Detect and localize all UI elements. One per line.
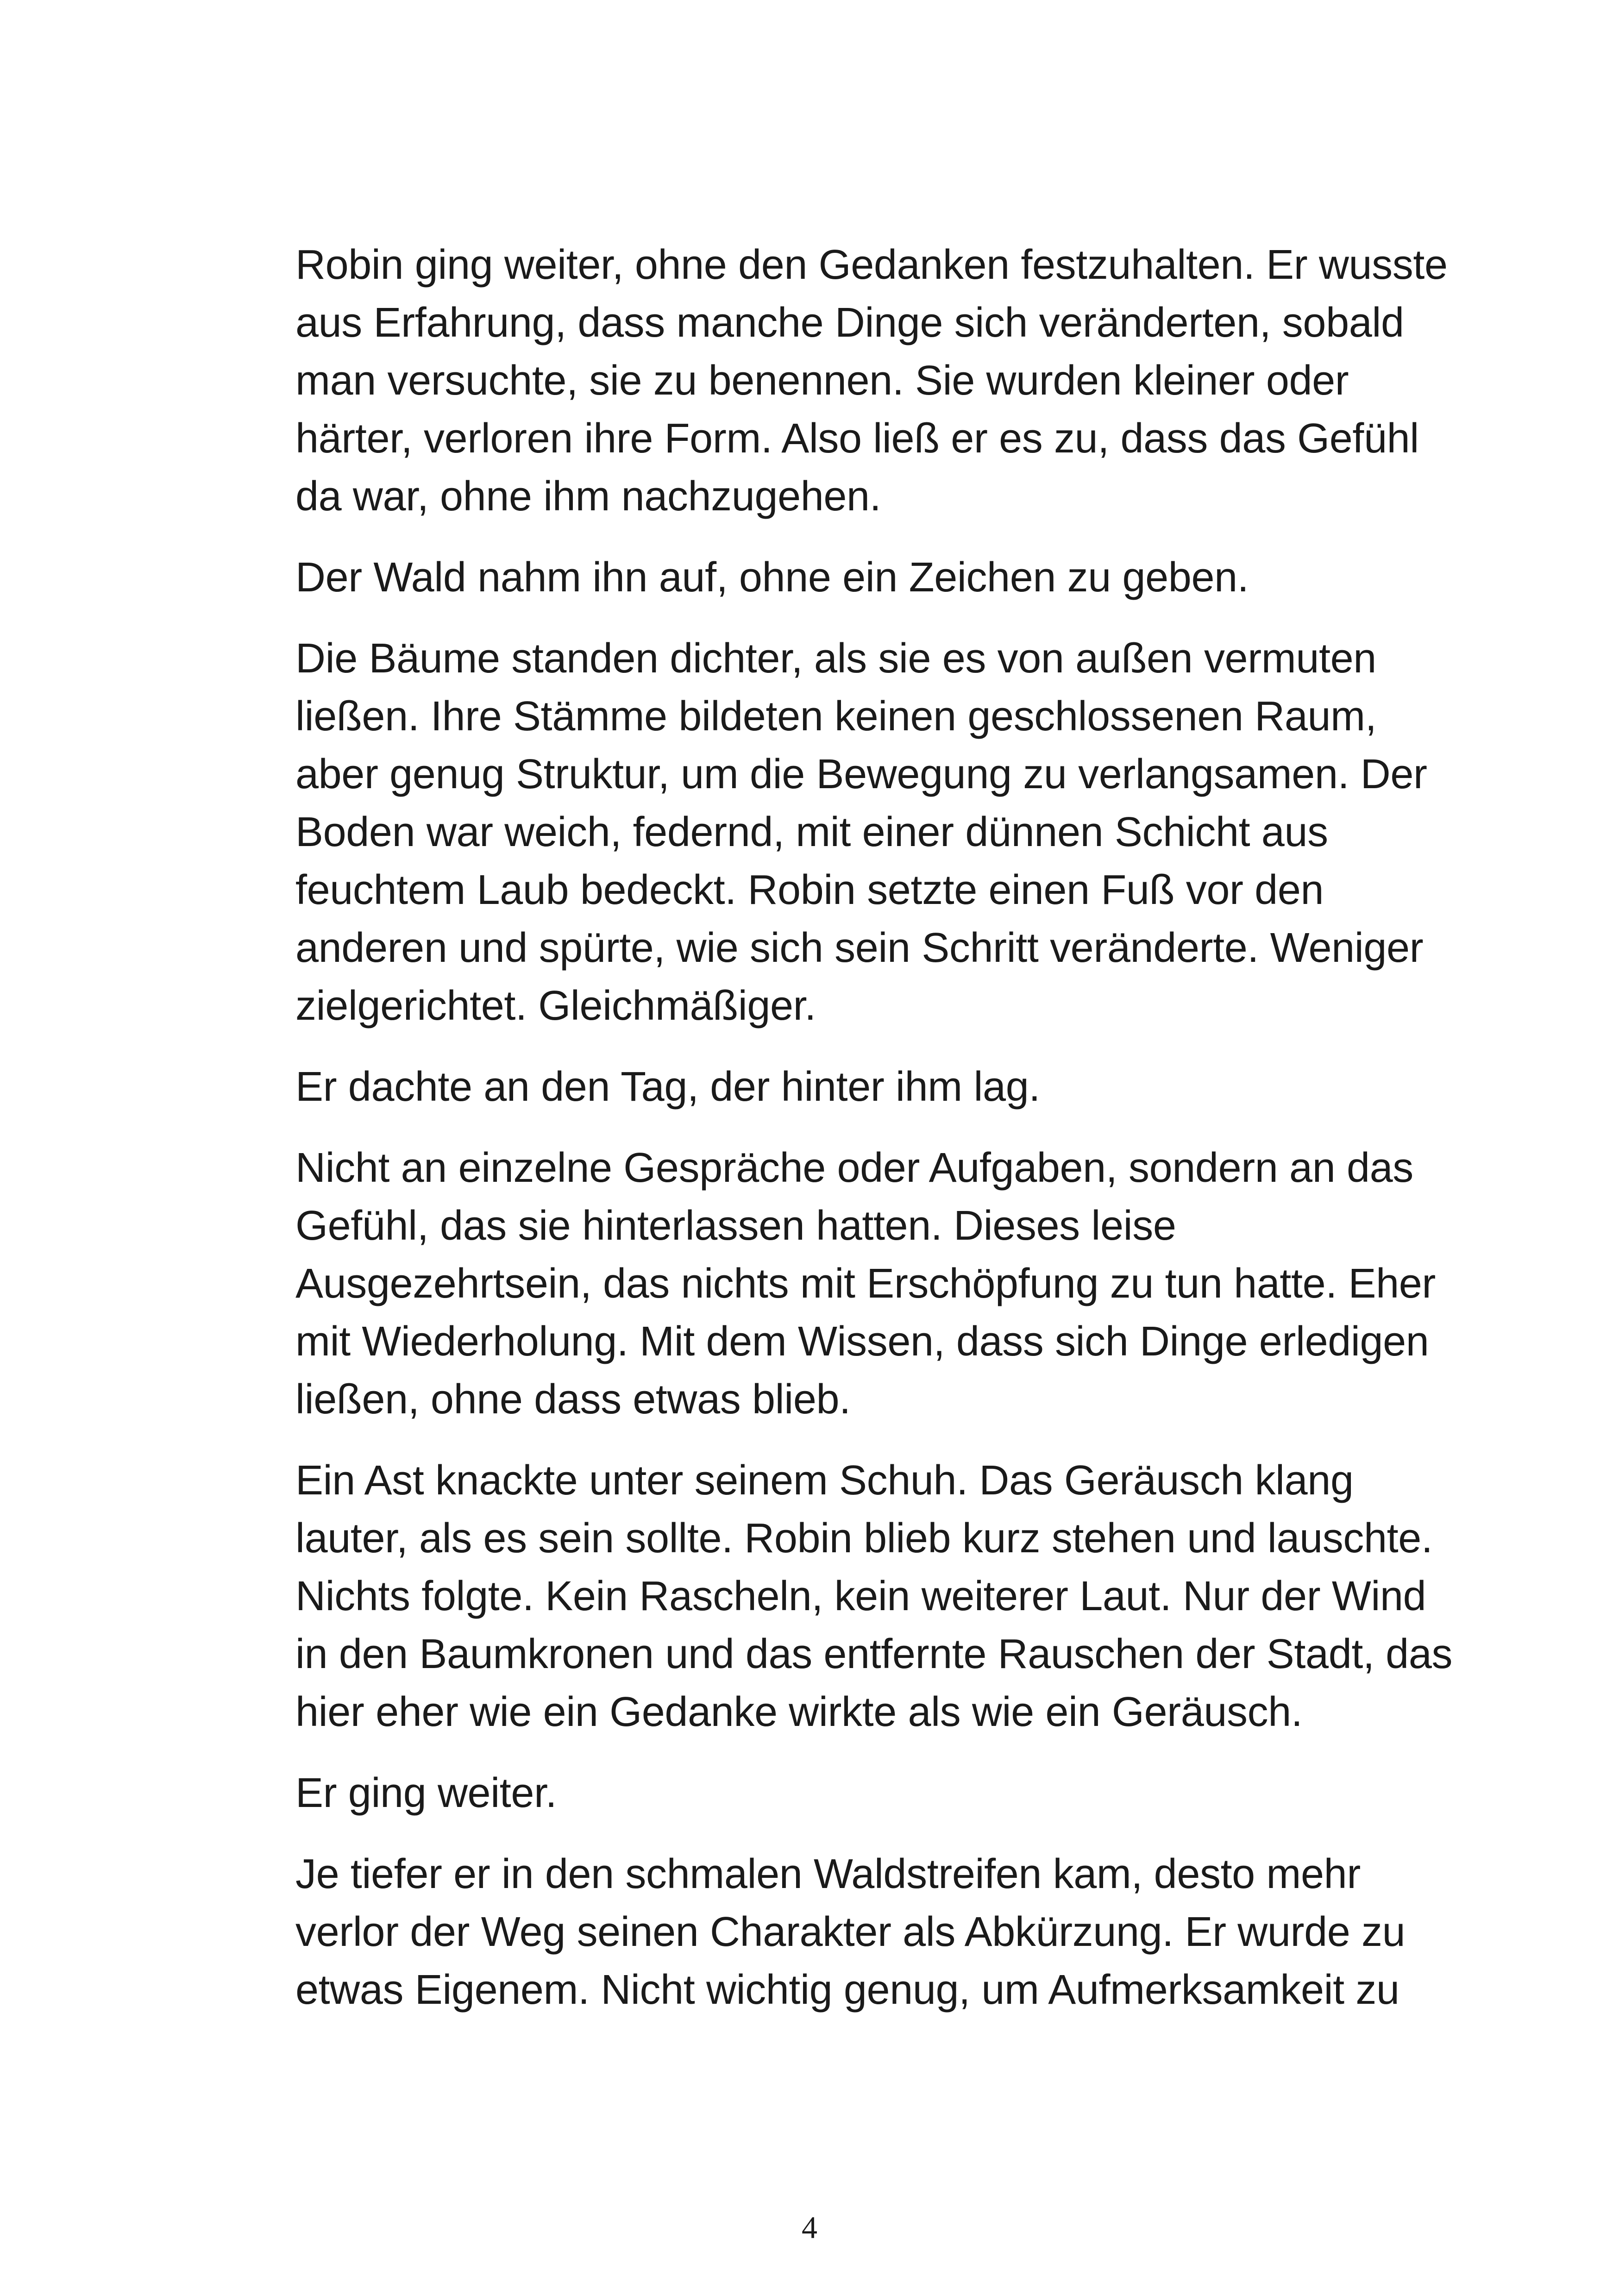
paragraph-1 <box>295 236 1481 526</box>
text-line: Gefühl, das sie hinterlassen hatten. Dieses leise <box>295 1203 1176 1249</box>
text-line: feuchtem Laub bedeckt. Robin setzte einen Fuß vor den <box>295 867 1324 913</box>
paragraph-3 <box>295 630 1481 1035</box>
text-line: lauter, als es sein sollte. Robin blieb kurz stehen und lauschte. <box>295 1515 1433 1562</box>
text-line: Der Wald nahm ihn auf, ohne ein Zeichen zu geben. <box>295 554 1249 601</box>
text-line: in den Baumkronen und das entfernte Rauschen der Stadt, das <box>295 1631 1453 1677</box>
text-line: härter, verloren ihre Form. Also ließ er es zu, dass das Gefühl <box>295 415 1419 462</box>
text-line: man versuchte, sie zu benennen. Sie wurden kleiner oder <box>295 358 1349 404</box>
text-line: mit Wiederholung. Mit dem Wissen, dass sich Dinge erledigen <box>295 1318 1429 1365</box>
text-line: Je tiefer er in den schmalen Waldstreifen kam, desto mehr <box>295 1851 1361 1897</box>
text-line: Er dachte an den Tag, der hinter ihm lag. <box>295 1064 1040 1110</box>
text-line: Robin ging weiter, ohne den Gedanken festzuhalten. Er wusste <box>295 242 1448 288</box>
paragraph-6 <box>295 1452 1481 1741</box>
text-line: Die Bäume standen dichter, als sie es von außen vermuten <box>295 635 1376 682</box>
paragraph-7 <box>295 1764 1481 1822</box>
text-line: Er ging weiter. <box>295 1770 557 1816</box>
text-line: zielgerichtet. Gleichmäßiger. <box>295 983 816 1029</box>
text-line: verlor der Weg seinen Charakter als Abkürzung. Er wurde zu <box>295 1909 1406 1955</box>
paragraph-5 <box>295 1139 1481 1429</box>
text-line: Ausgezehrtsein, das nichts mit Erschöpfung zu tun hatte. Eher <box>295 1261 1436 1307</box>
text-line: etwas Eigenem. Nicht wichtig genug, um Aufmerksamkeit zu <box>295 1967 1399 2013</box>
text-line: ließen. Ihre Stämme bildeten keinen geschlossenen Raum, <box>295 693 1377 740</box>
text-line: aus Erfahrung, dass manche Dinge sich veränderten, sobald <box>295 300 1404 346</box>
paragraph-2 <box>295 549 1481 607</box>
text-line: hier eher wie ein Gedanke wirkte als wie ein Geräusch. <box>295 1689 1303 1735</box>
text-line: da war, ohne ihm nachzugehen. <box>295 473 881 520</box>
text-line: Nicht an einzelne Gespräche oder Aufgaben, sondern an das <box>295 1145 1413 1191</box>
paragraph-4 <box>295 1058 1481 1116</box>
text-line: Boden war weich, federnd, mit einer dünnen Schicht aus <box>295 809 1328 855</box>
text-line: Ein Ast knackte unter seinem Schuh. Das Geräusch klang <box>295 1457 1354 1504</box>
text-line: aber genug Struktur, um die Bewegung zu verlangsamen. Der <box>295 751 1427 797</box>
paragraph-8 <box>295 1845 1481 2019</box>
text-line: ließen, ohne dass etwas blieb. <box>295 1376 851 1423</box>
text-line: anderen und spürte, wie sich sein Schritt veränderte. Weniger <box>295 925 1424 971</box>
text-line: Nichts folgte. Kein Rascheln, kein weiterer Laut. Nur der Wind <box>295 1573 1426 1619</box>
page-number: 4 <box>802 2210 817 2245</box>
body-text <box>295 236 1481 2042</box>
